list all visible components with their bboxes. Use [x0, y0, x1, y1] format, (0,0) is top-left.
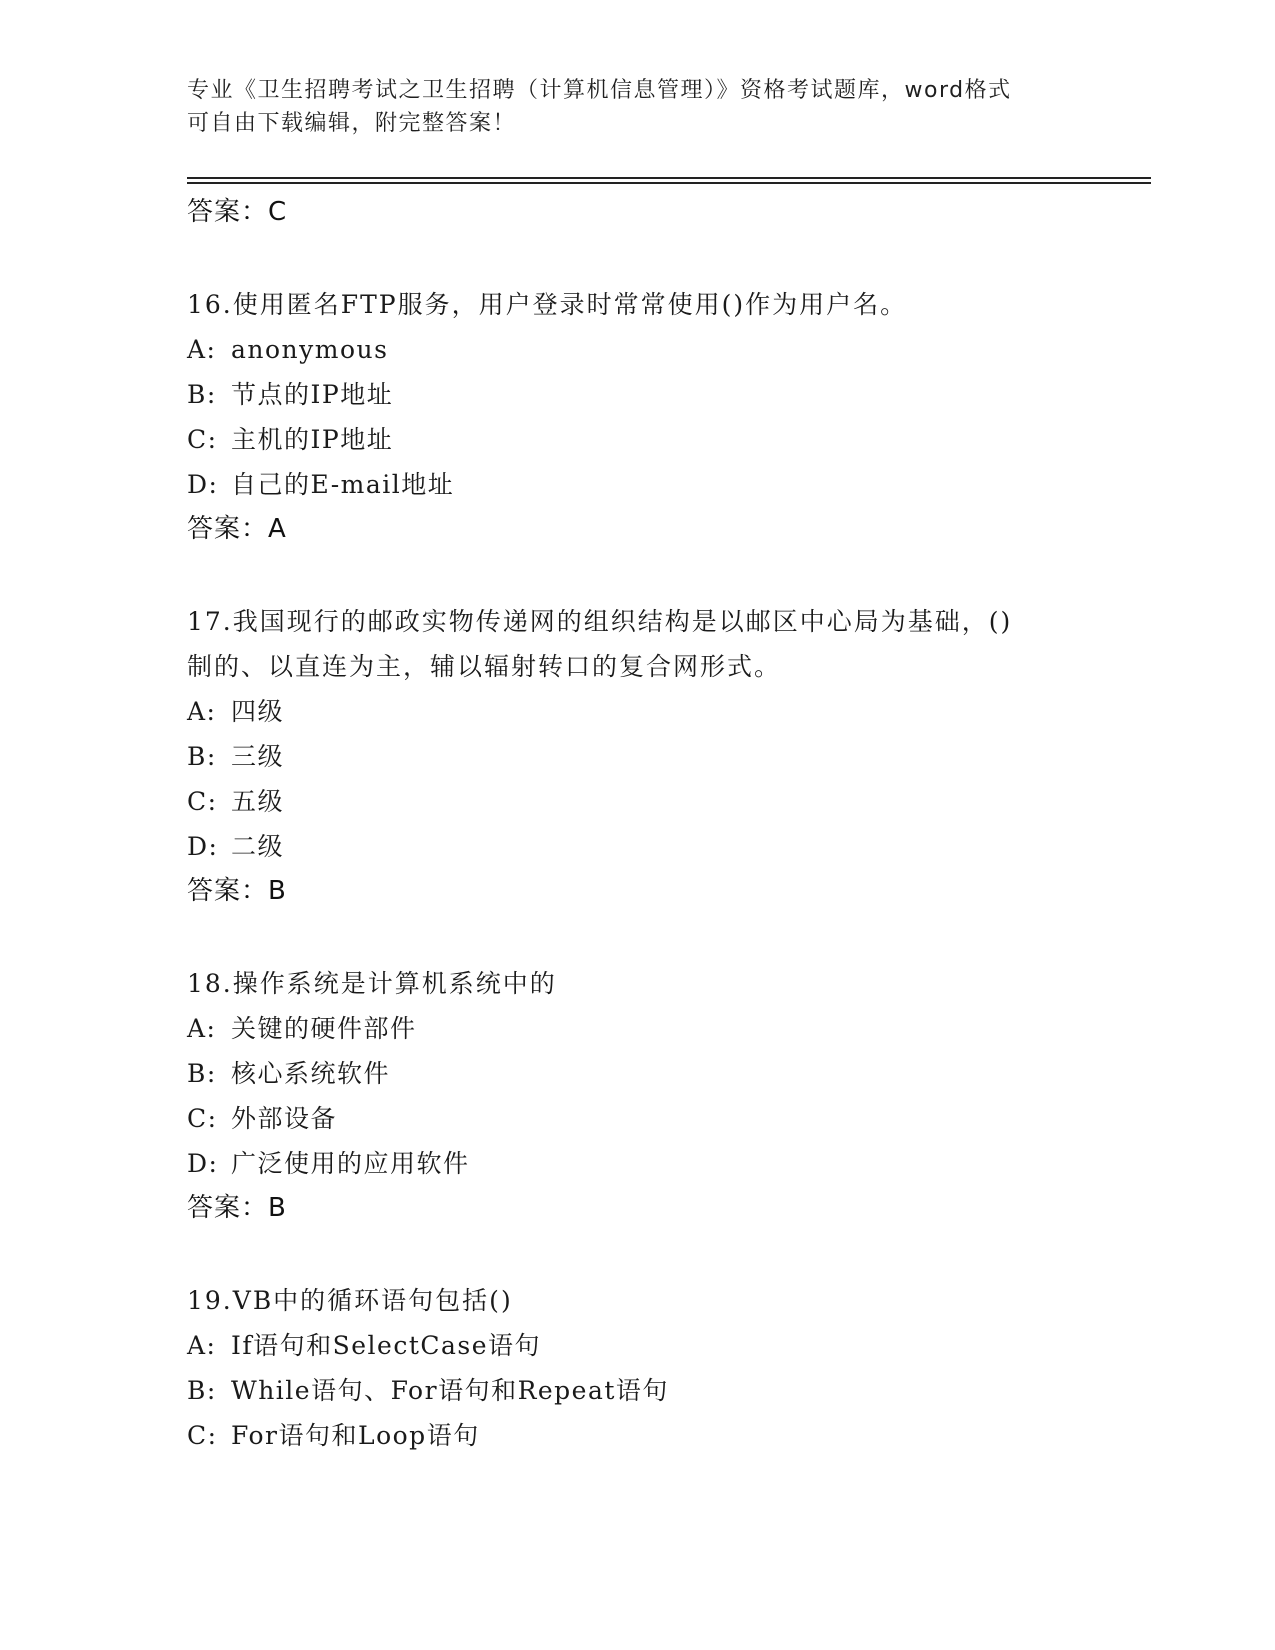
option-letter: D: [187, 1149, 219, 1178]
option-text: 外部设备 [231, 1104, 338, 1133]
option-letter: C: [187, 1421, 218, 1450]
question-list [187, 190, 1087, 1458]
option-letter: A: [187, 1331, 217, 1360]
option-b [187, 372, 1087, 417]
answer-line: 答案：B [187, 876, 287, 906]
option-letter: C: [187, 425, 218, 454]
option-text: 节点的IP地址 [231, 380, 394, 409]
option-text: 主机的IP地址 [231, 425, 394, 454]
header-line-1: 专业《卫生招聘考试之卫生招聘（计算机信息管理）》资格考试题库，word格式 [187, 78, 1012, 103]
option-d [187, 462, 1087, 507]
option-a [187, 1323, 1087, 1368]
question-text: 17.我国现行的邮政实物传递网的组织结构是以邮区中心局为基础，() [187, 607, 1013, 636]
option-text: 二级 [231, 832, 285, 861]
option-text: If语句和SelectCase语句 [231, 1331, 542, 1360]
header-divider-top [187, 177, 1151, 179]
question-block-19 [187, 1278, 1087, 1458]
header-divider-bottom [187, 182, 1151, 184]
option-letter: D: [187, 832, 219, 861]
answer-line: 答案：B [187, 1193, 287, 1223]
option-text: 关键的硬件部件 [231, 1014, 417, 1043]
option-text: 五级 [231, 787, 285, 816]
option-text: 自己的E-mail地址 [231, 470, 455, 499]
option-a [187, 1006, 1087, 1051]
question-text: 19.VB中的循环语句包括() [187, 1286, 513, 1315]
option-text: 广泛使用的应用软件 [231, 1149, 470, 1178]
option-c [187, 779, 1087, 824]
option-d [187, 824, 1087, 869]
option-a [187, 689, 1087, 734]
option-c [187, 1096, 1087, 1141]
option-letter: A: [187, 335, 217, 364]
header-line-2: 可自由下载编辑，附完整答案！ [187, 111, 517, 136]
option-letter: B: [187, 380, 217, 409]
option-text: 三级 [231, 742, 285, 771]
option-text: 核心系统软件 [231, 1059, 391, 1088]
option-a [187, 327, 1087, 372]
option-b [187, 1051, 1087, 1096]
option-b [187, 1368, 1087, 1413]
question-text-continued: 制的、以直连为主，辅以辐射转口的复合网形式。 [187, 652, 782, 681]
question-text: 18.操作系统是计算机系统中的 [187, 969, 557, 998]
option-b [187, 734, 1087, 779]
option-letter: B: [187, 742, 217, 771]
question-block-17 [187, 599, 1087, 914]
question-block-18 [187, 961, 1087, 1231]
option-text: 四级 [231, 697, 285, 726]
option-letter: C: [187, 787, 218, 816]
answer-line: 答案：C [187, 197, 288, 227]
answer-line: 答案：A [187, 514, 287, 544]
option-text: anonymous [231, 335, 389, 364]
option-text: For语句和Loop语句 [231, 1421, 480, 1450]
option-letter: A: [187, 697, 217, 726]
question-text: 16.使用匿名FTP服务，用户登录时常常使用()作为用户名。 [187, 290, 908, 319]
option-letter: B: [187, 1376, 217, 1405]
option-text: While语句、For语句和Repeat语句 [231, 1376, 669, 1405]
option-letter: A: [187, 1014, 217, 1043]
option-c [187, 1413, 1087, 1458]
question-block-16 [187, 282, 1087, 552]
option-c [187, 417, 1087, 462]
document-header [187, 74, 1087, 140]
option-letter: B: [187, 1059, 217, 1088]
option-letter: D: [187, 470, 219, 499]
option-d [187, 1141, 1087, 1186]
option-letter: C: [187, 1104, 218, 1133]
